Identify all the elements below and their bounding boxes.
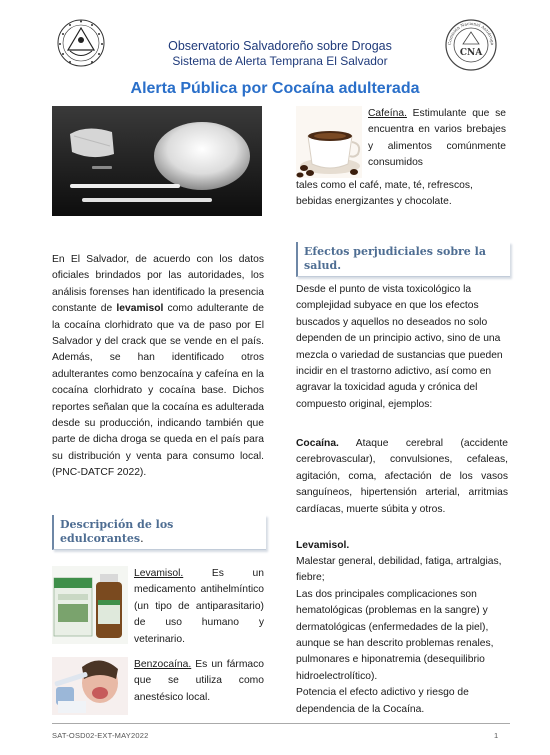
benzocaina-photo [52, 657, 128, 715]
intro-paragraph [52, 252, 264, 482]
levamisol-effects-line3: Potencia el efecto adictivo y riesgo de dependencia de la Cocaína. [296, 687, 469, 715]
levamisol-effects-line2: Las dos principales complicaciones son hematológicas (problemas en la sangre) y dermatológicas (enfermedades de la piel), aunque se han descrito problemas renales, pulmonares e hiponatremia (desequilibrio hidroelectrolítico). [296, 588, 494, 682]
coffee-cup-photo [296, 106, 362, 178]
cafeina-term: Cafeína. [368, 108, 407, 119]
page-title: Alerta Pública por Cocaína adulterada [130, 80, 420, 97]
levamisol-term: Levamisol. [134, 568, 184, 579]
intro-bold-levamisol: levamisol [116, 303, 164, 315]
cocaina-effects-text: Ataque cerebral (accidente cerebrovascular), convulsiones, cefaleas, agitación, coma, afectación de los vasos sanguíneos, hipertensión arterial, arritmias cardíacas, muerte súbita y otros. [296, 438, 508, 515]
section-heading-descripcion-text: Descripción de los edulcorantes [60, 518, 174, 545]
cna-logo-icon [444, 18, 498, 72]
cna-logo-text: CNA [459, 48, 483, 58]
levamisol-effects-line1: Malestar general, debilidad, fatiga, artralgias, fiebre; [296, 556, 502, 584]
section-heading-descripcion [52, 515, 266, 550]
cafeina-text-part1: Estimulante que se encuentra en varios brebajes y alimentos comúnmente consumidos [368, 108, 506, 169]
intro-text-part2: como adulterante de la cocaína clorhidrato que va de paso por El Salvador y del crack que se vende en el país. Además, se han identificado otros adulterantes como benzocaína y cafeína en la cocaína clorhidrato y cocaína base. Dichos reportes señalan que la cocaína es adulterada desde su producción, indicando también que parte de dicha droga se queda en el país para su distribución y venta para consumo local. (PNC-DATCF 2022). [52, 303, 264, 479]
footer-page-number: 1 [494, 731, 499, 740]
footer-document-code: SAT-OSD02-EXT-MAY2022 [52, 731, 149, 740]
benzocaina-description [134, 657, 264, 706]
cocaina-effects-term: Cocaína. [296, 438, 339, 449]
header-organization: Observatorio Salvadoreño sobre Drogas [168, 39, 392, 53]
benzocaina-term: Benzocaína. [134, 659, 192, 670]
cna-logo-ring-text: Comisión Nacional Antidroga [446, 20, 496, 46]
benzocaina-text: Es un fármaco que se utiliza como anestésico local. [134, 659, 264, 703]
footer-divider [52, 723, 510, 724]
section-heading-efectos: Efectos perjudiciales sobre la salud. [296, 242, 510, 277]
levamisol-effects-heading [296, 538, 508, 554]
levamisol-description [134, 566, 264, 648]
el-salvador-coat-of-arms-icon [56, 18, 106, 68]
section-heading-descripcion-period: . [140, 532, 144, 545]
cocaine-photo [52, 106, 262, 216]
cocaina-effects [296, 436, 508, 518]
levamisol-product-photo [52, 566, 128, 644]
header-system: Sistema de Alerta Temprana El Salvador [172, 54, 388, 68]
levamisol-effects-term: Levamisol. [296, 540, 350, 551]
levamisol-text: Es un medicamento antihelmíntico (un tipo de antiparasitario) de uso humano y veterinario. [134, 568, 264, 645]
levamisol-effects-body [296, 554, 508, 718]
cafeina-description-continued: tales como el café, mate, té, refrescos, bebidas energizantes y chocolate. [296, 180, 473, 208]
cafeina-description [368, 106, 506, 172]
intro-text-part1: En El Salvador, de acuerdo con los datos oficiales brindados por las autoridades, los análisis forenses han identificado la presencia constante de [52, 254, 264, 315]
efectos-paragraph: Desde el punto de vista toxicológico la complejidad subyace en que los efectos buscados y aquellos no deseados no solo dependen de un principio activo, sino de una mezcla o variedad de sustancias que pueden incidir en el trastorno adictivo, así como en agravar la toxicidad aguda y crónica del compuesto original, ejemplos: [296, 284, 503, 410]
